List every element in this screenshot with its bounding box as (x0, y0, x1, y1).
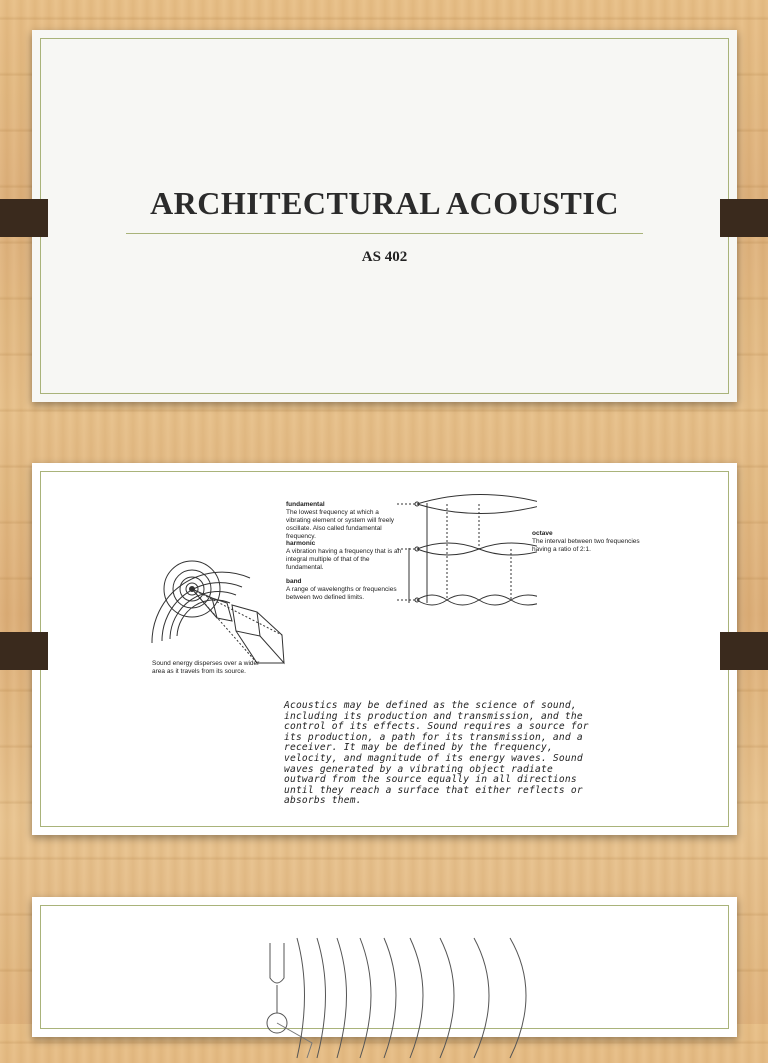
binder-tab-right (720, 632, 768, 670)
title-divider (126, 233, 643, 234)
harmonic-definition: harmonic A vibration having a frequency that is an integral multiple of that of the fundamental. (286, 540, 402, 571)
title-slide[interactable] (32, 30, 737, 402)
fundamental-definition: fundamental The lowest frequency at which a vibrating element or system will freely oscillate. Also called fundamental frequency. (286, 501, 395, 540)
slide-subtitle: AS 402 (361, 249, 408, 265)
slide-title: ARCHITECTURAL ACOUSTIC (150, 185, 619, 221)
standing-wave-diagram (387, 493, 537, 623)
binder-tab-right (720, 199, 768, 237)
tuning-fork-slide[interactable] (32, 897, 737, 1037)
octave-definition: octave The interval between two frequencies having a ratio of 2:1. (532, 530, 640, 553)
tuning-fork-wave-diagram (252, 933, 572, 1063)
acoustics-description: Acoustics may be defined as the science of sound, including its production and transmission, and the control of its effects. Sound requires a source for its production, a path for its transmission, and a receiver. It may be defined by the frequency, velocity, and magnitude of its energy waves. Sound waves generated by a vibrating object radiate outward from the source equally in all directions until they reach a surface that either reflects or absorbs them. (284, 700, 589, 807)
dispersion-caption: Sound energy disperses over a wider area as it travels from its source. (152, 660, 260, 675)
binder-tab-left (0, 632, 48, 670)
diagram-slide[interactable] (32, 463, 737, 835)
band-definition: band A range of wavelengths or frequencies between two defined limits. (286, 578, 397, 601)
binder-tab-left (0, 199, 48, 237)
